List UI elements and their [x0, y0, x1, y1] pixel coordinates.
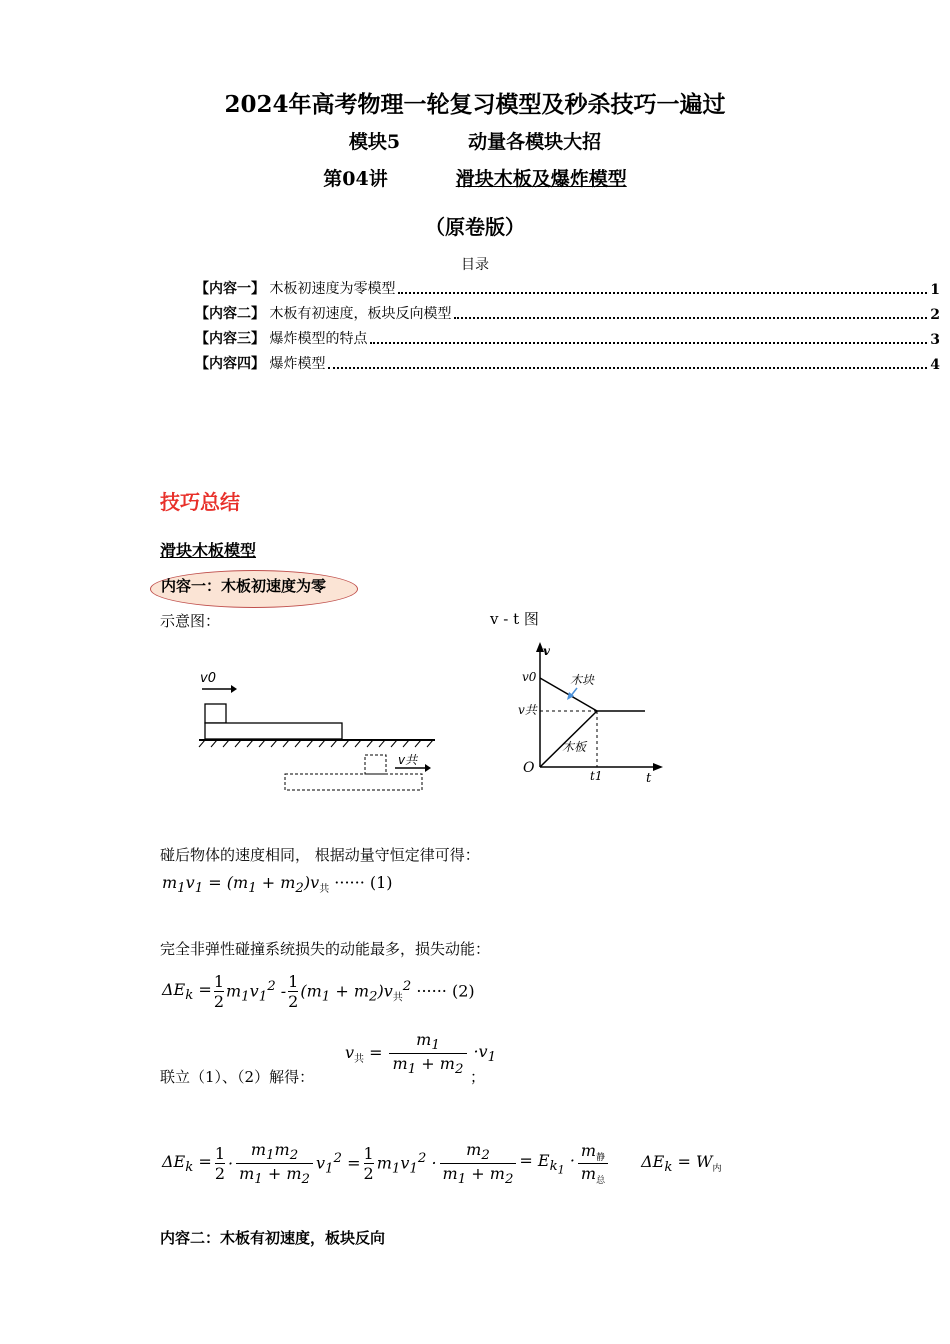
- module-line: [0, 127, 950, 154]
- vt-label: v - t 图: [490, 610, 539, 628]
- toc-page: 1: [930, 282, 940, 298]
- version-label: （原卷版）: [425, 215, 525, 239]
- toc-item[interactable]: [195, 353, 940, 373]
- toc-leader: [328, 366, 927, 369]
- formula-energy-ratio: $\Delta E_k$ = $\frac{1}{2}$ · $m_1m_2$ $m_1 + m_2$ $v_1^2$ = $\frac{1}{2}$ $m_1v_1^2$ · $\frac{m_2}{m_1 + m_2}$ = $E_{k_1}$ · $m_静$ $m_总$ $\Delta E_k = W_内$: [162, 1140, 722, 1188]
- toc-leader: [454, 316, 927, 319]
- origin-label: O: [523, 760, 535, 776]
- board: [205, 723, 342, 739]
- toc-text: 木板有初速度，板块反向模型: [269, 306, 452, 322]
- toc-text: 木板初速度为零模型: [269, 281, 396, 297]
- board-curve-label: 木板: [562, 740, 587, 754]
- toc-tag: 【内容四】: [195, 356, 265, 372]
- formula-vshared: $v_共$ = $\frac{m_1}{m_1 + m_2}$ $\cdot v_1$: [345, 1030, 497, 1078]
- slider-board-diagram: [195, 660, 445, 800]
- block: [205, 704, 226, 723]
- module-label: 模块5: [348, 131, 401, 153]
- vshared-label: v共: [398, 753, 418, 767]
- vshared-arrowhead: [425, 764, 431, 772]
- toc-item[interactable]: [195, 328, 940, 348]
- ground-hatch: [199, 740, 433, 747]
- toc-leader: [398, 291, 927, 294]
- vshared-tick-label: v共: [518, 703, 537, 717]
- para-solve: 联立（1）、（2）解得：: [160, 1068, 315, 1086]
- axis-v-label: v: [543, 644, 550, 658]
- toc-page: 4: [930, 357, 940, 373]
- formula-2: $\Delta E_k$ = $\frac{1}{2}$ $m_1v_1^2$ - 1 2 $(m_1 + m_2)v_共^2$ ······ (2): [162, 972, 475, 1011]
- toc-page: 2: [930, 307, 940, 323]
- toc-tag: 【内容三】: [195, 331, 265, 347]
- para-momentum: 碰后物体的速度相同， 根据动量守恒定律可得：: [160, 846, 480, 864]
- toc-page: 3: [930, 332, 940, 348]
- block-curve-label: 木块: [570, 673, 595, 687]
- board-line: [540, 711, 597, 767]
- semicolon: ；: [470, 1068, 486, 1086]
- content2-title: 内容二：木板有初速度，板块反向: [160, 1229, 386, 1247]
- lecture-line: [0, 164, 950, 191]
- toc-leader: [370, 341, 927, 344]
- axis-t-label: t: [646, 771, 652, 786]
- toc-title: 目录: [461, 257, 489, 273]
- formula-1: $m_1v_1 = (m_1 + m_2)v_共$ ······ (1): [162, 873, 393, 897]
- t-axis-arrow: [653, 763, 663, 771]
- toc-item[interactable]: [195, 278, 940, 298]
- toc-tag: 【内容二】: [195, 306, 265, 322]
- board-final-dashed: [285, 774, 422, 790]
- toc-text: 爆炸模型: [269, 356, 326, 372]
- toc-text: 爆炸模型的特点: [269, 331, 368, 347]
- para-energy-loss: 完全非弹性碰撞系统损失的动能最多，损失动能：: [160, 940, 491, 958]
- lecture-label: 第04讲: [323, 168, 388, 190]
- v0-arrowhead: [231, 685, 237, 693]
- vt-graph: [515, 640, 670, 790]
- toc-item[interactable]: [195, 303, 940, 323]
- document-title: 2024年高考物理一轮复习模型及秒杀技巧一遍过: [224, 91, 726, 118]
- v0-label: v0: [200, 671, 216, 686]
- content1-title: 内容一：木板初速度为零: [161, 577, 327, 595]
- section-title: 技巧总结: [160, 490, 240, 514]
- diagram-label: 示意图：: [160, 612, 221, 630]
- block-final-dashed: [365, 755, 386, 774]
- v0-tick-label: v0: [522, 670, 537, 684]
- toc-tag: 【内容一】: [195, 281, 265, 297]
- lecture-name: 滑块木板及爆炸模型: [455, 168, 627, 190]
- module-name: 动量各模块大招: [468, 131, 602, 153]
- subsection-title: 滑块木板模型: [160, 541, 257, 560]
- t1-tick-label: t1: [590, 769, 603, 783]
